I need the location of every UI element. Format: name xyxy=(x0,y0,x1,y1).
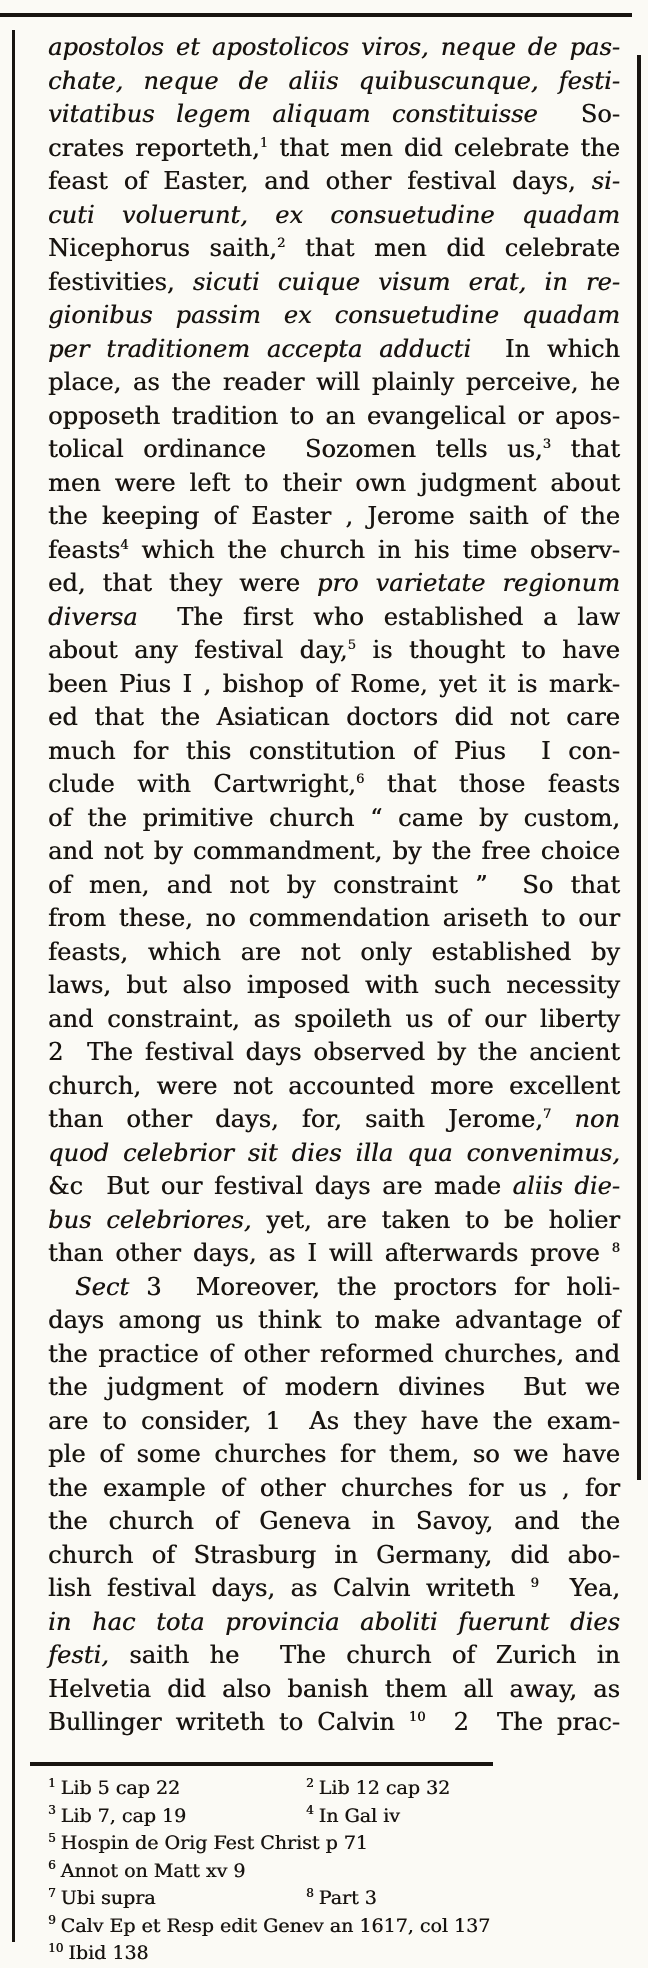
footnote-marker: 2 xyxy=(277,236,286,251)
footnote-number: 7 xyxy=(48,1885,56,1900)
text-line xyxy=(48,65,620,99)
text-line xyxy=(48,567,620,601)
footnote-item: $^6$ Annot on Matt xv 9 xyxy=(48,1858,246,1882)
footnote-number: 5 xyxy=(48,1830,56,1845)
body-text-segment: which the church in his time observ- xyxy=(128,535,620,564)
footnote-number: 2 xyxy=(306,1775,314,1790)
body-text-segment: feast of Easter, and other festival days, xyxy=(48,167,592,195)
text-line xyxy=(48,1505,620,1539)
text-line xyxy=(48,1304,620,1338)
text-line xyxy=(48,1137,620,1171)
text-line xyxy=(48,1438,620,1472)
footnote-marker: 10 xyxy=(408,1710,426,1725)
footnotes xyxy=(48,1775,620,1968)
body-text-segment: opposeth tradition to an evangelical or apos- xyxy=(48,401,620,430)
body-text-segment: 2 The festival days observed by the ancient xyxy=(48,1038,620,1066)
body-text-segment: place, as the reader will plainly perceive, he xyxy=(48,368,620,396)
body-text-segment: are to consider, 1 As they have the exam- xyxy=(48,1406,620,1435)
text-line xyxy=(48,132,620,166)
text-line xyxy=(48,869,620,903)
text-line xyxy=(48,601,620,635)
footnote-row xyxy=(48,1913,620,1941)
text-line xyxy=(48,534,620,568)
latin-italic-text: Sect xyxy=(75,1272,130,1301)
body-text-segment: So- xyxy=(537,100,620,128)
text-line xyxy=(48,936,620,970)
footnote-item: $^8$ Part 3 xyxy=(306,1885,377,1909)
latin-italic-text: festi, xyxy=(48,1641,130,1669)
body-text-segment: 2 The prac- xyxy=(425,1708,620,1736)
text-line xyxy=(48,500,620,534)
footnote-row xyxy=(48,1775,620,1803)
text-line xyxy=(48,1204,620,1238)
body-text-segment: clude with Cartwright, xyxy=(48,770,356,798)
latin-italic-text: aliis die- xyxy=(512,1172,620,1200)
text-line xyxy=(48,98,620,132)
text-line xyxy=(48,1338,620,1372)
body-text-segment: and constraint, as spoileth us of our liberty xyxy=(48,1004,620,1033)
footnote-item: $^2$ Lib 12 cap 32 xyxy=(306,1775,451,1799)
text-line xyxy=(48,835,620,869)
latin-italic-text: si- xyxy=(591,167,620,195)
footnote-row xyxy=(48,1830,620,1858)
latin-italic-text: non xyxy=(574,1105,620,1133)
body-text-segment: the practice of other reformed churches, and xyxy=(48,1339,620,1368)
body-text-segment: In which xyxy=(471,334,620,363)
body-text-segment: the keeping of Easter , Jerome saith of the xyxy=(48,502,620,530)
body-text-segment: ple of some churches for them, so we have xyxy=(48,1440,620,1468)
footnote-item: $^1$ Lib 5 cap 22 xyxy=(48,1775,181,1799)
body-text-segment: of the primitive church “ came by custom, xyxy=(48,803,620,832)
body-text-segment: Bullinger writeth to Calvin xyxy=(48,1708,409,1736)
footnote-row xyxy=(48,1885,620,1913)
body-text-segment: that those feasts xyxy=(364,770,620,798)
body-text-segment: saith he The church of Zurich in xyxy=(129,1641,620,1669)
text-line xyxy=(48,1170,620,1204)
text-line xyxy=(48,1673,620,1707)
body-text-segment: church of Strasburg in Germany, did abo- xyxy=(48,1540,620,1569)
text-line xyxy=(48,333,620,367)
footnote-marker: 4 xyxy=(120,537,129,553)
text-line xyxy=(48,969,620,1003)
footnote-number: 6 xyxy=(48,1858,56,1873)
body-text-segment: feasts xyxy=(48,535,121,564)
body-text-segment: the example of other churches for us , for xyxy=(48,1473,620,1502)
body-text-segment: and not by commandment, by the free choice xyxy=(48,837,620,865)
text-line xyxy=(48,1606,620,1640)
body-text-segment: the judgment of modern divines But we xyxy=(48,1373,620,1401)
footnote-item: $^5$ Hospin de Orig Fest Christ p 71 xyxy=(48,1830,368,1854)
text-line xyxy=(48,1103,620,1137)
body-text-segment: is thought to have xyxy=(355,636,620,664)
latin-italic-text: apostolos et apostolicos viros, neque de pas- xyxy=(48,33,620,61)
text-line xyxy=(48,1639,620,1673)
body-text-segment: that xyxy=(551,435,621,463)
text-line xyxy=(48,433,620,467)
body-text-segment: of men, and not by constraint ” So that xyxy=(48,870,620,899)
body-text-segment: Yea, xyxy=(538,1574,620,1602)
footnote-separator-rule xyxy=(30,1762,493,1766)
footnote-item: $^3$ Lib 7, cap 19 xyxy=(48,1803,187,1827)
text-line xyxy=(48,199,620,233)
body-text-segment: The first who established a law xyxy=(137,602,620,631)
body-text-segment: much for this constitution of Pius I con- xyxy=(48,736,620,765)
body-text-segment: from these, no commendation ariseth to our xyxy=(48,904,620,932)
footnote-row xyxy=(48,1858,620,1886)
text-line xyxy=(48,165,620,199)
latin-italic-text: pro varietate regionum xyxy=(316,569,620,597)
text-line xyxy=(48,299,620,333)
footnote-marker: 8 xyxy=(611,1241,620,1256)
text-line xyxy=(48,1271,620,1305)
text-line xyxy=(48,1405,620,1439)
body-text-segment: than other days, as I will afterwards prove xyxy=(48,1239,612,1267)
footnote-number: 9 xyxy=(48,1913,56,1928)
body-text-segment: the church of Geneva in Savoy, and the xyxy=(48,1507,620,1535)
text-line xyxy=(48,1572,620,1606)
text-line xyxy=(48,1371,620,1405)
footnote-item: $^4$ In Gal iv xyxy=(306,1803,400,1827)
body-text-segment: &c But our festival days are made xyxy=(48,1172,513,1200)
text-line xyxy=(48,31,620,65)
page-body xyxy=(48,31,620,1740)
body-text-segment: been Pius I , bishop of Rome, yet it is mark- xyxy=(48,669,620,698)
body-text-segment: lish festival days, as Calvin writeth xyxy=(48,1574,531,1602)
body-text-segment: church, were not accounted more excellent xyxy=(48,1071,620,1100)
footnote-number: 10 xyxy=(48,1940,64,1955)
body-text-segment: days among us think to make advantage of xyxy=(48,1306,620,1334)
footnote-marker: 6 xyxy=(355,772,365,787)
body-text-segment: men were left to their own judgment about xyxy=(48,468,620,497)
body-text-segment: festivities, xyxy=(48,267,193,296)
body-text-segment: about any festival day, xyxy=(48,636,348,664)
text-line xyxy=(48,232,620,266)
text-line xyxy=(48,668,620,702)
latin-italic-text: vitatibus legem aliquam constituisse xyxy=(48,100,538,128)
body-text-segment: that men did celebrate the xyxy=(268,133,620,162)
body-text-segment: Nicephorus saith, xyxy=(48,234,278,262)
body-text-segment: ed, that they were xyxy=(48,569,317,597)
latin-italic-text: bus celebriores, xyxy=(48,1205,267,1234)
footnote-row xyxy=(48,1803,620,1831)
text-line xyxy=(48,1036,620,1070)
footnote-item: $^{10}$ Ibid 138 xyxy=(48,1940,149,1964)
body-text-segment: tolical ordinance Sozomen tells us, xyxy=(48,435,543,463)
text-line xyxy=(48,902,620,936)
body-text-segment: crates reporteth, xyxy=(48,133,260,162)
body-text-segment: 3 Moreover, the proctors for holi- xyxy=(129,1272,620,1301)
text-line xyxy=(48,467,620,501)
latin-italic-text: sicuti cuique visum erat, in re- xyxy=(192,267,620,296)
text-line xyxy=(48,735,620,769)
left-border-rule xyxy=(12,30,15,1942)
text-line xyxy=(48,400,620,434)
text-line xyxy=(48,1070,620,1104)
text-line xyxy=(48,701,620,735)
text-line xyxy=(48,1706,620,1740)
latin-italic-text: quod celebrior sit dies illa qua convenimus, xyxy=(48,1138,620,1167)
text-line xyxy=(48,634,620,668)
text-line xyxy=(48,802,620,836)
footnote-number: 1 xyxy=(48,1775,56,1790)
latin-italic-text: cuti voluerunt, ex consuetudine quadam xyxy=(48,200,620,229)
right-border-rule xyxy=(637,55,641,1480)
footnote-row xyxy=(48,1940,620,1968)
footnote-marker: 7 xyxy=(542,1107,552,1122)
text-line xyxy=(48,266,620,300)
footnote-marker: 3 xyxy=(542,437,552,452)
text-line xyxy=(48,1539,620,1573)
footnote-item: $^9$ Calv Ep et Resp edit Genev an 1617, col 137 xyxy=(48,1913,491,1937)
body-text-segment: than other days, for, saith Jerome, xyxy=(48,1105,543,1133)
footnote-marker: 1 xyxy=(259,135,269,151)
latin-italic-text: gionibus passim ex consuetudine quadam xyxy=(48,301,620,329)
footnote-marker: 9 xyxy=(530,1576,539,1591)
latin-italic-text: chate, neque de aliis quibuscunque, festi- xyxy=(48,66,620,95)
body-text-segment: that men did celebrate xyxy=(285,234,620,262)
text-line xyxy=(48,1237,620,1271)
latin-italic-text: diversa xyxy=(48,602,138,631)
body-text-segment: laws, but also imposed with such necessity xyxy=(48,971,620,999)
footnote-number: 3 xyxy=(48,1803,56,1818)
footnote-number: 8 xyxy=(306,1885,314,1900)
text-line xyxy=(48,1472,620,1506)
text-line xyxy=(48,366,620,400)
footnote-number: 4 xyxy=(306,1803,314,1818)
latin-italic-text: per traditionem accepta adducti xyxy=(48,334,472,363)
body-text-segment: yet, are taken to be holier xyxy=(266,1205,620,1234)
latin-italic-text: in hac tota provincia aboliti fuerunt dies xyxy=(48,1607,620,1636)
top-border-rule xyxy=(0,13,632,17)
footnote-item: $^7$ Ubi supra xyxy=(48,1885,156,1909)
text-line xyxy=(48,1003,620,1037)
body-text-segment: ed that the Asiatican doctors did not care xyxy=(48,703,620,731)
body-text-segment xyxy=(551,1105,574,1133)
text-line xyxy=(48,768,620,802)
body-text-segment: Helvetia did also banish them all away, as xyxy=(48,1674,620,1703)
footnote-marker: 5 xyxy=(347,638,356,653)
body-text-segment: feasts, which are not only established by xyxy=(48,937,620,966)
